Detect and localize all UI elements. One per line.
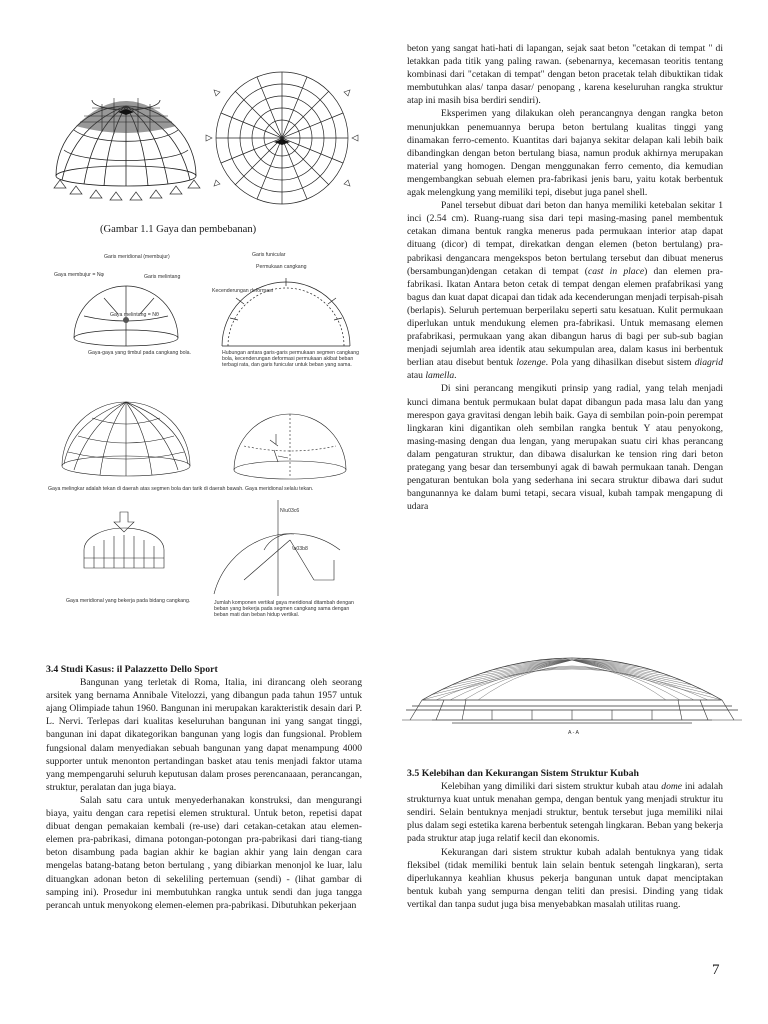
- right-column-text: [407, 42, 723, 513]
- section-heading: 3.4 Studi Kasus: il Palazzetto Dello Sport: [46, 664, 218, 675]
- paragraph: Kelebihan yang dimiliki dari sistem struktur kubah atau dome ini adalah strukturnya kuat untuk menahan gempa, dengan bentuk yang menjadi struktur itu sendiri. Selain bentuknya menjadi struktur, bentuk tersebut juga memiliki nilai plus dalam segi estetika karena berbentuk setengah lingkaran. Beban yang bekerja pada struktur atap juga relatif kecil dan ekonomis.: [407, 781, 723, 845]
- shell-force-diagrams: [44, 250, 364, 622]
- figure-caption: (Gambar 1.1 Gaya dan pembebanan): [100, 224, 257, 235]
- caption-panel-e: Jumlah komponen vertikal gaya meridional ditambah dengan beban yang bekerja pada segmen cangkang sama dengan beban mati dan beban hidup vertikal.: [214, 600, 354, 618]
- svg-text:A - A: A - A: [568, 730, 579, 736]
- caption-panel-d: Gaya meridional yang bekerja pada bidang cangkang.: [66, 598, 191, 604]
- paragraph: Eksperimen yang dilakukan oleh perancangnya dengan rangka beton menunjukkan penemuannya berupa beton bertulang kualitas tinggi yang dinamakan ferro-cemento. Kuantitas dari bajanya sekitar delapan kali lebih baik dibandingkan dengan beton bertulang biasa, namun produk akhirnya merupakan material yang homogen. Dengan menggunakan ferro cemento, dia kemudian mengembangkan sebuah elemen pra-fabrikasi jenis baru, yaitu kotak berbentuk agak melengkung yang memiliki tepi, disebut juga panel shell.: [407, 108, 723, 199]
- label-permukaan-cangkang: Permukaan cangkang: [256, 264, 307, 270]
- paragraph: Di sini perancang mengikuti prinsip yang radial, yang telah menjadi kunci dimana bentuk permukaan bulat dapat dibangun pada masa lalu dan yang merespon gaya gravitasi dengan lebih baik. Gaya di sembilan poin-poin perempat lingkaran kini digantikan oleh sembilan rangka bentuk Y atau penyokong, masing-masing dengan dua lengan, yang merupakan suatu ciri khas perancang dalam pengaturan struktur, dan dibawa disalurkan ke tension ring dari beton prategang yang besar dan tersembunyi agak di bawah permukaan tanah. Dengan pengaturan bentukan bola yang sederhana ini secara struktur dibawa dari sudut bangunannya ke dalam bumi tetapi, secara visual, kubah tampak mengapung di udara: [407, 383, 723, 513]
- label-garis-melintang: Garis melintang: [144, 274, 181, 280]
- dome-load-figure: [44, 66, 364, 210]
- label-gaya-membujur: Gaya membujur = Nφ: [54, 272, 104, 278]
- paragraph: Kekurangan dari sistem struktur kubah adalah bentuknya yang tidak fleksibel (tidak memiliki bentuk lain selain bentuk setengah lingkaran), serta diperlukannya keahlian khusus pekerja bangunan untuk dapat menciptakan bentuk kubah yang sempurna dengan teliti dan presisi. Dinding yang tidak vertikal dan tanpa sudut juga bisa menyebabkan masalah utilitas ruang.: [407, 846, 723, 910]
- label-garis-funicular: Garis funicular: [252, 252, 286, 258]
- paragraph: Panel tersebut dibuat dari beton dan hanya memiliki ketebalan sekitar 1 inci (2.54 cm). Ruang-ruang sisa dari tepi masing-masing panel membentuk cetakan dimana bentuk rangka menerus pada permukaan interior atap dapat dituang (dicor) di tempat, direkatkan dengan elemen (beton bertulang) pra-pabrikasi dengancara mengekspos beton bertulang tersebut dan dibuat menerus (bersambungan)dengan cetakan di tempat (cast in place) dan elemen pra-fabrikasi. Ikatan Antara beton cetak di tempat dengan elemen prafabrikasi yang bagus dan kuat dapat dicapai dan tidak ada kecenderungan menjadi terpisah-pisah (berlapis). Seluruh pertemuan berperilaku seperti satu kesatuan. Kulit permukaan diperlukan untuk mendukung elemen pra-fabrikasi. Untuk memasang elemen prafabrikasi, permukaan yang akan dibangun harus di bagi per sub-sub bagian menjadi sejumlah area identik atau sekumpulan area, dalam kasus ini berbentuk berlian atau disebut bentuk lozenge. Pola yang dihasilkan disebut sistem diagrid atau lamella.: [407, 200, 723, 382]
- case-study-section: [46, 663, 362, 912]
- caption-panel-a: Gaya-gaya yang timbul pada cangkang bola.: [88, 350, 191, 356]
- section-heading: 3.5 Kelebihan dan Kekurangan Sistem Struktur Kubah: [407, 768, 640, 779]
- paragraph: Bangunan yang terletak di Roma, Italia, ini dirancang oleh seorang arsitek yang bernama Annibale Vitelozzi, yang dibangun pada tahun 1957 untuk ajang Olimpiade tahun 1960. Bangunan ini merupakan karakteristik desain dari P. L. Nervi. Terlepas dari kualitas keseluruhan bangunan ini yang sangat tinggi, bangunan ini dapat dikategorikan bangunan yang logis dan fungsional. Problem fungsional dalam menyediakan sebuah bangunan yang dapat menampung 4000 supporter untuk menonton pertandingan basket atau tenis menjadi faktor utama yang mempengaruhi seluruh keputusan dalam proses perencanaaan, perancangan, struktur, peralatan dan juga biaya.: [46, 677, 362, 793]
- advantages-section: [407, 767, 723, 911]
- svg-text:N\u03c6: N\u03c6: [280, 508, 300, 514]
- paragraph: beton yang sangat hati-hati di lapangan, sejak saat beton "cetakan di tempat " di letakkan pada titik yang paling rawan. (sebenarnya, kecemasan teoritis tentang kombinasi dari "cetakan di tempat" dengan beton pracetak telah dibuktikan tidak membutuhkan alas/ tanpa dasar/ penopang , karena keseluruhan rangka struktur atap ini masih bisa berdiri sendiri).: [407, 43, 723, 107]
- svg-text:\u03b8: \u03b8: [292, 546, 308, 552]
- paragraph: Salah satu cara untuk menyederhanakan konstruksi, dan mengurangi biaya, yaitu dengan cara repetisi elemen struktural. Untuk beton, repetisi dapat dibuat dengan pemakaian kembali (re-use) dari cetakan-cetakan atau elemen-elemen pra-pabrikasi, dimana potongan-potongan pra-pabrikasi dari tiang-tiang beton disambung pada bagian akhir ke bagian akhir yang lain dengan cara mengelas batang-batang beton bertulang , yang dibiarkan menonjol ke luar, lalu dituangkan adonan beton di sekeliling pertemuan (sendi) - (lihat gambar di samping ini). Prosedur ini membutuhkan rangka untuk sendi dan juga tangga perancah untuk menyokong elemen-elemen pra-pabrikasi. Dibutuhkan pekerjaan: [46, 794, 362, 911]
- palazzetto-elevation-drawing: [392, 636, 752, 738]
- caption-panel-b: Hubungan antara garis-garis permukaan segmen cangkang bola, kecenderungan deformasi permukaan akibat beban terbagi rata, dan garis funicular untuk beban yang sama.: [222, 350, 359, 368]
- caption-panel-c: Gaya melingkar adalah tekan di daerah atas segmen bola dan tarik di daerah bawah. Gaya meridional selalu tekan.: [48, 486, 314, 492]
- label-garis-meridional: Garis meridional (membujur): [104, 254, 170, 260]
- label-gaya-melintang: Gaya melintang = Nθ: [110, 312, 159, 318]
- page-number: 7: [712, 962, 720, 978]
- label-kecenderungan: Kecenderungan deformasi: [212, 288, 273, 294]
